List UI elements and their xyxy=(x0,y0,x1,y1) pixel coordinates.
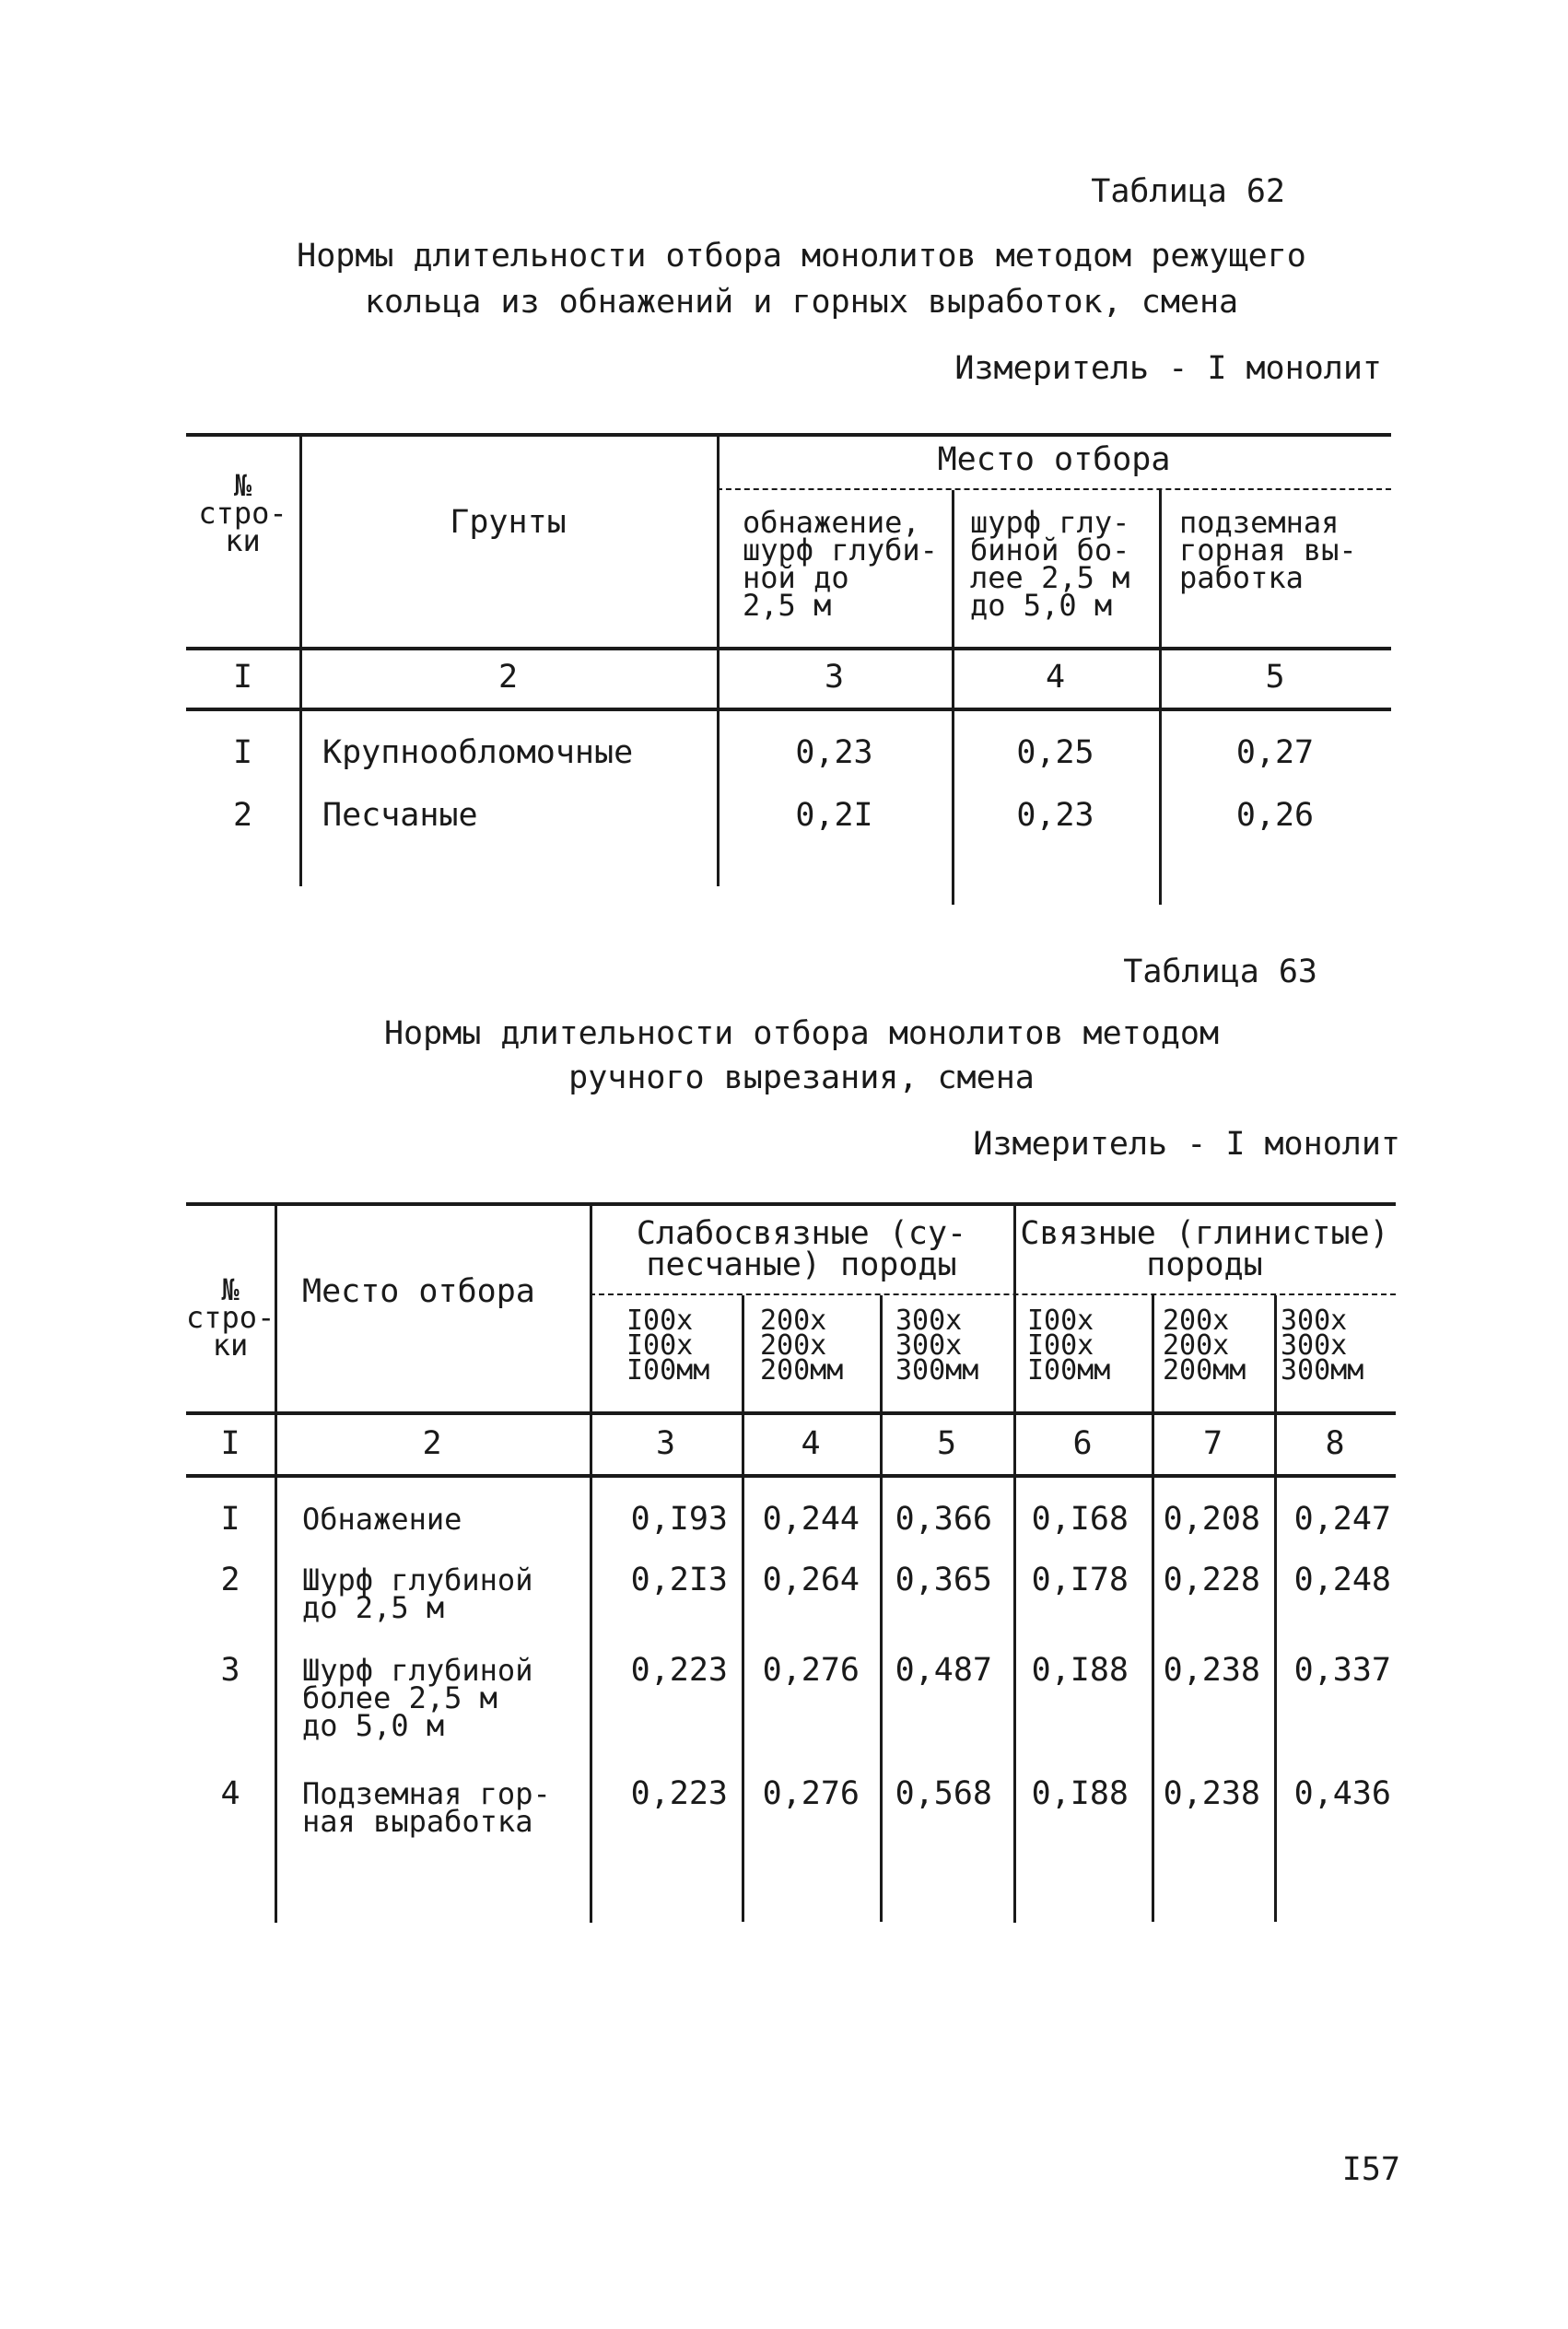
table-63-group2-header: Связные (глинистые) породы xyxy=(1020,1215,1389,1283)
row-number: I xyxy=(232,734,253,771)
table-63-colnum-5: 5 xyxy=(936,1425,957,1462)
table-63-place-header: Место отбора xyxy=(302,1273,535,1310)
value-cell: 0,366 xyxy=(895,1501,992,1538)
table-62-rowno-header: № стро- ки xyxy=(198,468,287,558)
value-cell: 0,27 xyxy=(1235,734,1315,771)
table-63-vrule-4 xyxy=(880,1295,883,1922)
value-cell: 0,I88 xyxy=(1031,1652,1129,1689)
table-62-title-line-1: Нормы длительности отбора монолитов методом режущего xyxy=(297,238,1306,275)
table-62-top-rule xyxy=(186,433,1391,437)
table-63-vrule-7 xyxy=(1274,1295,1277,1922)
value-cell: 0,276 xyxy=(762,1652,860,1689)
value-cell: 0,2I xyxy=(795,797,873,834)
row-number: 3 xyxy=(220,1652,240,1689)
value-cell: 0,264 xyxy=(762,1562,860,1598)
table-62-col3-header: обнажение, шурф глуби- ной до 2,5 м xyxy=(743,505,938,623)
table-62-place-header: Место отбора xyxy=(937,441,1171,478)
table-63-size-col5: 300x 300x 300мм xyxy=(895,1305,979,1387)
table-63-number-rule xyxy=(186,1474,1396,1478)
table-62-col4-header: шурф глу- биной бо- лее 2,5 м до 5,0 м xyxy=(970,505,1130,623)
table-63-unit: Измеритель - I монолит xyxy=(973,1126,1400,1163)
table-63-size-col3: I00x I00x I00мм xyxy=(626,1305,710,1387)
table-63-title-line-1: Нормы длительности отбора монолитов методом xyxy=(383,1015,1220,1052)
table-63-label: Таблица 63 xyxy=(1123,954,1317,990)
table-63-title-line-2: ручного вырезания, смена xyxy=(568,1059,1035,1096)
row-number: 2 xyxy=(220,1562,240,1598)
table-62-group-rule xyxy=(717,488,1391,490)
value-cell: 0,248 xyxy=(1293,1562,1391,1598)
value-cell: 0,223 xyxy=(630,1775,728,1812)
table-63-colnum-6: 6 xyxy=(1072,1425,1093,1462)
table-63-vrule-6 xyxy=(1152,1295,1154,1922)
table-63-group1-header: Слабосвязные (су- песчаные) породы xyxy=(636,1215,967,1283)
table-62-title-line-2: кольца из обнажений и горных выработок, смена xyxy=(364,284,1239,321)
table-62-colnum-4: 4 xyxy=(1045,659,1066,696)
value-cell: 0,568 xyxy=(895,1775,992,1812)
value-cell: 0,487 xyxy=(895,1652,992,1689)
value-cell: 0,I88 xyxy=(1031,1775,1129,1812)
table-63-colnum-8: 8 xyxy=(1325,1425,1345,1462)
table-63-vrule-3 xyxy=(742,1295,744,1922)
table-63-colnum-2: 2 xyxy=(422,1425,442,1462)
table-62-vrule-1 xyxy=(299,435,302,886)
table-63-size-col6: I00x I00x I00мм xyxy=(1027,1305,1111,1387)
row-number: I xyxy=(220,1501,240,1538)
table-63-size-col4: 200x 200x 200мм xyxy=(760,1305,844,1387)
place-name: Подземная гор- ная выработка xyxy=(302,1776,551,1839)
table-63-vrule-1 xyxy=(275,1204,277,1923)
row-number: 2 xyxy=(232,797,253,834)
table-63-colnum-3: 3 xyxy=(655,1425,676,1462)
table-62-header-rule xyxy=(186,647,1391,650)
table-63-vrule-2 xyxy=(590,1204,592,1923)
value-cell: 0,365 xyxy=(895,1562,992,1598)
value-cell: 0,223 xyxy=(630,1652,728,1689)
value-cell: 0,244 xyxy=(762,1501,860,1538)
table-63-size-col7: 200x 200x 200мм xyxy=(1163,1305,1246,1387)
table-62-number-rule xyxy=(186,708,1391,711)
place-name: Шурф глубиной более 2,5 м до 5,0 м xyxy=(302,1653,533,1743)
table-62-colnum-2: 2 xyxy=(497,659,519,696)
table-62-label: Таблица 62 xyxy=(1091,173,1285,210)
table-62-unit: Измеритель - I монолит xyxy=(954,350,1382,387)
table-62-vrule-4 xyxy=(1159,490,1162,905)
row-number: 4 xyxy=(220,1775,240,1812)
value-cell: 0,238 xyxy=(1163,1775,1260,1812)
value-cell: 0,26 xyxy=(1235,797,1315,834)
soil-name: Песчаные xyxy=(322,797,478,834)
soil-name: Крупнообломочные xyxy=(322,734,634,771)
table-63-rowno-header: № стро- ки xyxy=(186,1272,275,1363)
value-cell: 0,276 xyxy=(762,1775,860,1812)
value-cell: 0,228 xyxy=(1163,1562,1260,1598)
table-63-colnum-4: 4 xyxy=(801,1425,821,1462)
table-63-size-col8: 300x 300x 300мм xyxy=(1281,1305,1364,1387)
table-62-col5-header: подземная горная вы- работка xyxy=(1179,505,1357,595)
table-63-top-rule xyxy=(186,1202,1396,1206)
table-63-colnum-7: 7 xyxy=(1202,1425,1223,1462)
table-62-soils-header: Грунты xyxy=(450,504,567,541)
page-number: I57 xyxy=(1341,2151,1400,2188)
value-cell: 0,I68 xyxy=(1031,1501,1129,1538)
value-cell: 0,208 xyxy=(1163,1501,1260,1538)
table-62-vrule-3 xyxy=(952,490,954,905)
place-name: Шурф глубиной до 2,5 м xyxy=(302,1562,533,1625)
place-name: Обнажение xyxy=(302,1502,462,1537)
table-62-colnum-5: 5 xyxy=(1265,659,1285,696)
table-63-colnum-1: I xyxy=(220,1425,240,1462)
table-62-colnum-3: 3 xyxy=(824,659,845,696)
value-cell: 0,247 xyxy=(1293,1501,1391,1538)
value-cell: 0,23 xyxy=(795,734,873,771)
value-cell: 0,337 xyxy=(1293,1652,1391,1689)
value-cell: 0,25 xyxy=(1016,734,1094,771)
value-cell: 0,238 xyxy=(1163,1652,1260,1689)
table-63-vrule-5 xyxy=(1013,1204,1016,1923)
value-cell: 0,436 xyxy=(1293,1775,1391,1812)
value-cell: 0,I78 xyxy=(1031,1562,1129,1598)
table-63-header-rule xyxy=(186,1411,1396,1415)
value-cell: 0,23 xyxy=(1016,797,1094,834)
table-62-colnum-1: I xyxy=(232,659,253,696)
value-cell: 0,I93 xyxy=(630,1501,728,1538)
value-cell: 0,2I3 xyxy=(630,1562,728,1598)
